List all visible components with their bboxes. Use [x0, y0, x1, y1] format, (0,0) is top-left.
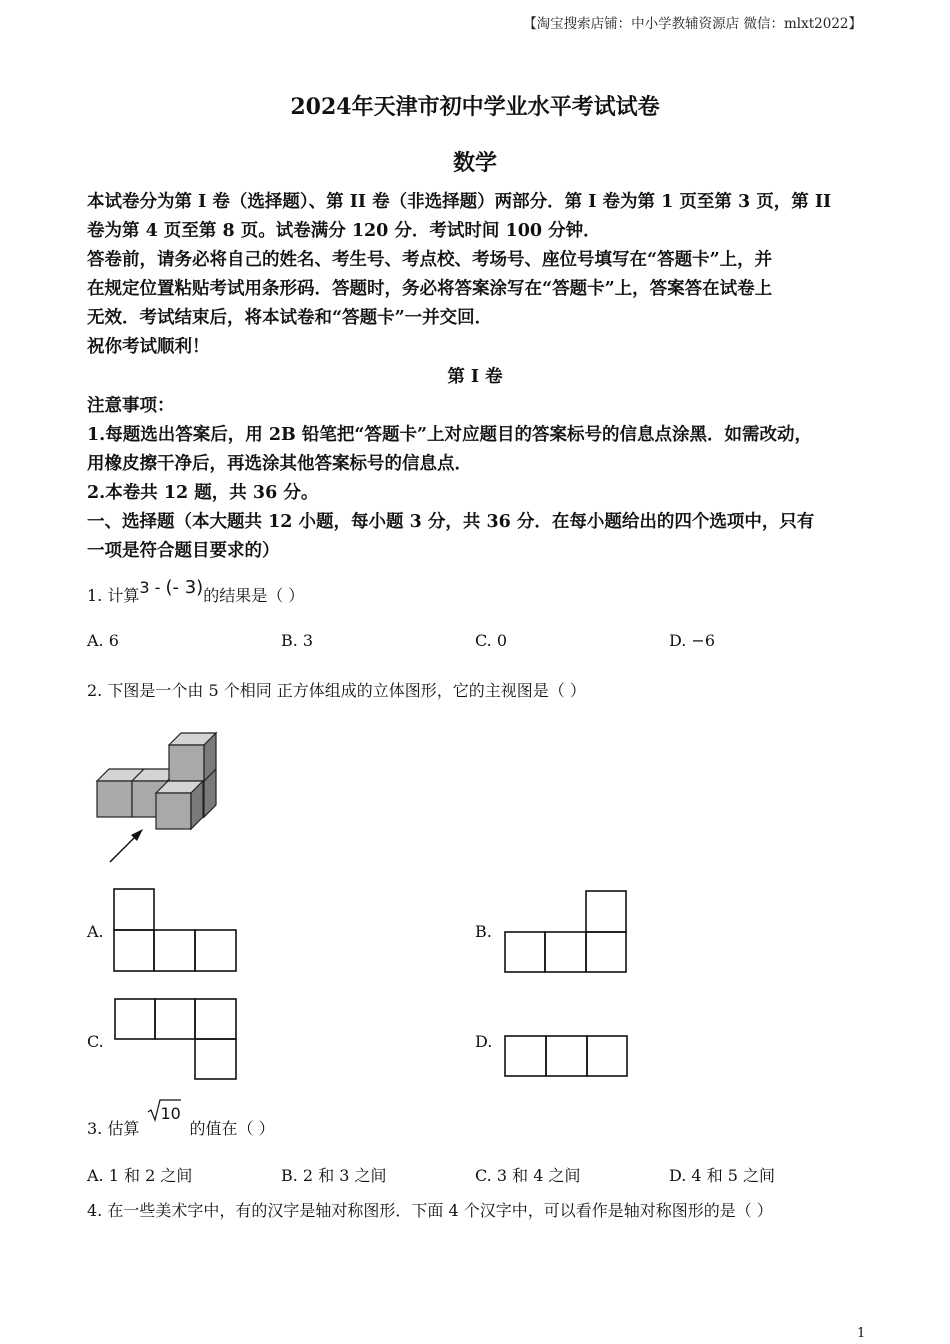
- intro-line: 无效．考试结束后，将本试卷和“答题卡”一并交回．: [87, 308, 493, 328]
- note-line: 1.每题选出答案后，用 2B 铅笔把“答题卡”上对应题目的答案标号的信息点涂黑．如需改动，: [87, 425, 813, 445]
- q2-option-d-figure[interactable]: [503, 1034, 631, 1080]
- page-title: 2024年天津市初中学业水平考试试卷: [290, 94, 660, 120]
- note-line: 一项是符合题目要求的）: [87, 541, 280, 561]
- section-title: 第 I 卷: [447, 367, 503, 387]
- q3-option-d[interactable]: D. 4 和 5 之间: [669, 1166, 776, 1185]
- notes-block: [87, 392, 877, 566]
- cube-front-face: [169, 745, 204, 781]
- q2-option-c-label[interactable]: C.: [87, 1032, 104, 1051]
- cube-figure: [90, 725, 230, 865]
- q2-option-b-figure[interactable]: [503, 889, 631, 975]
- q3-suffix: 的值在（ ）: [189, 1119, 275, 1138]
- page-number: 1: [857, 1326, 866, 1341]
- q2-option-a-figure[interactable]: [112, 888, 240, 974]
- q1-prefix: 1. 计算: [87, 586, 140, 605]
- q2-option-c-figure[interactable]: [113, 997, 241, 1083]
- intro-line: 卷为第 4 页至第 8 页。试卷满分 120 分．考试时间 100 分钟．: [87, 221, 601, 241]
- q1-option-d[interactable]: D. −6: [669, 631, 716, 650]
- note-line: 用橡皮擦干净后，再选涂其他答案标号的信息点．: [87, 454, 472, 474]
- q1-expression: [139, 578, 203, 597]
- q2-option-b-label[interactable]: B.: [475, 922, 492, 941]
- intro-line: 在规定位置粘贴考试用条形码．答题时，务必将答案涂写在“答题卡”上，答案答在试卷上: [87, 279, 773, 299]
- question-2: 2. 下图是一个由 5 个相同 正方体组成的立体图形，它的主视图是（ ）: [87, 681, 586, 700]
- q1-expr-a: 3 -: [139, 578, 166, 597]
- q2-option-d-label[interactable]: D.: [475, 1032, 493, 1051]
- note-line: 注意事项：: [87, 396, 175, 416]
- q3-prefix: 3. 估算: [87, 1119, 140, 1138]
- q1-expr-b: (- 3): [165, 577, 204, 598]
- q1-option-c[interactable]: C. 0: [475, 631, 508, 650]
- question-3: [87, 1104, 275, 1139]
- q1-suffix: 的结果是（ ）: [203, 586, 305, 605]
- intro-line: 祝你考试顺利！: [87, 337, 210, 357]
- question-1: [87, 577, 305, 606]
- q3-option-b[interactable]: B. 2 和 3 之间: [281, 1166, 387, 1185]
- intro-line: 本试卷分为第 I 卷（选择题）、第 II 卷（非选择题）两部分．第 I 卷为第 1 页至第 3 页，第 II: [87, 192, 832, 212]
- intro-block: [87, 188, 877, 362]
- q1-option-a[interactable]: A. 6: [87, 631, 119, 650]
- note-line: 2.本卷共 12 题，共 36 分。: [87, 483, 319, 503]
- q2-option-a-label[interactable]: A.: [87, 922, 104, 941]
- question-4: 4. 在一些美术字中，有的汉字是轴对称图形．下面 4 个汉字中，可以看作是轴对称图形的是（ ）: [87, 1201, 773, 1220]
- note-line: 一、选择题（本大题共 12 小题，每小题 3 分，共 36 分．在每小题给出的四个选项中，只有: [87, 512, 815, 532]
- subject-title: 数学: [452, 150, 497, 176]
- q3-radicand: 10: [160, 1104, 181, 1123]
- intro-line: 答卷前，请务必将自己的姓名、考生号、考点校、考场号、座位号填写在“答题卡”上，并: [87, 250, 773, 270]
- cube-front-face: [97, 781, 132, 817]
- q3-sqrt: [146, 1104, 182, 1136]
- q1-option-b[interactable]: B. 3: [281, 631, 314, 650]
- header-note: 【淘宝搜索店铺：中小学教辅资源店 微信：mlxt2022】: [523, 16, 862, 32]
- q3-option-a[interactable]: A. 1 和 2 之间: [87, 1166, 193, 1185]
- cube-front-face: [156, 793, 191, 829]
- q3-option-c[interactable]: C. 3 和 4 之间: [475, 1166, 581, 1185]
